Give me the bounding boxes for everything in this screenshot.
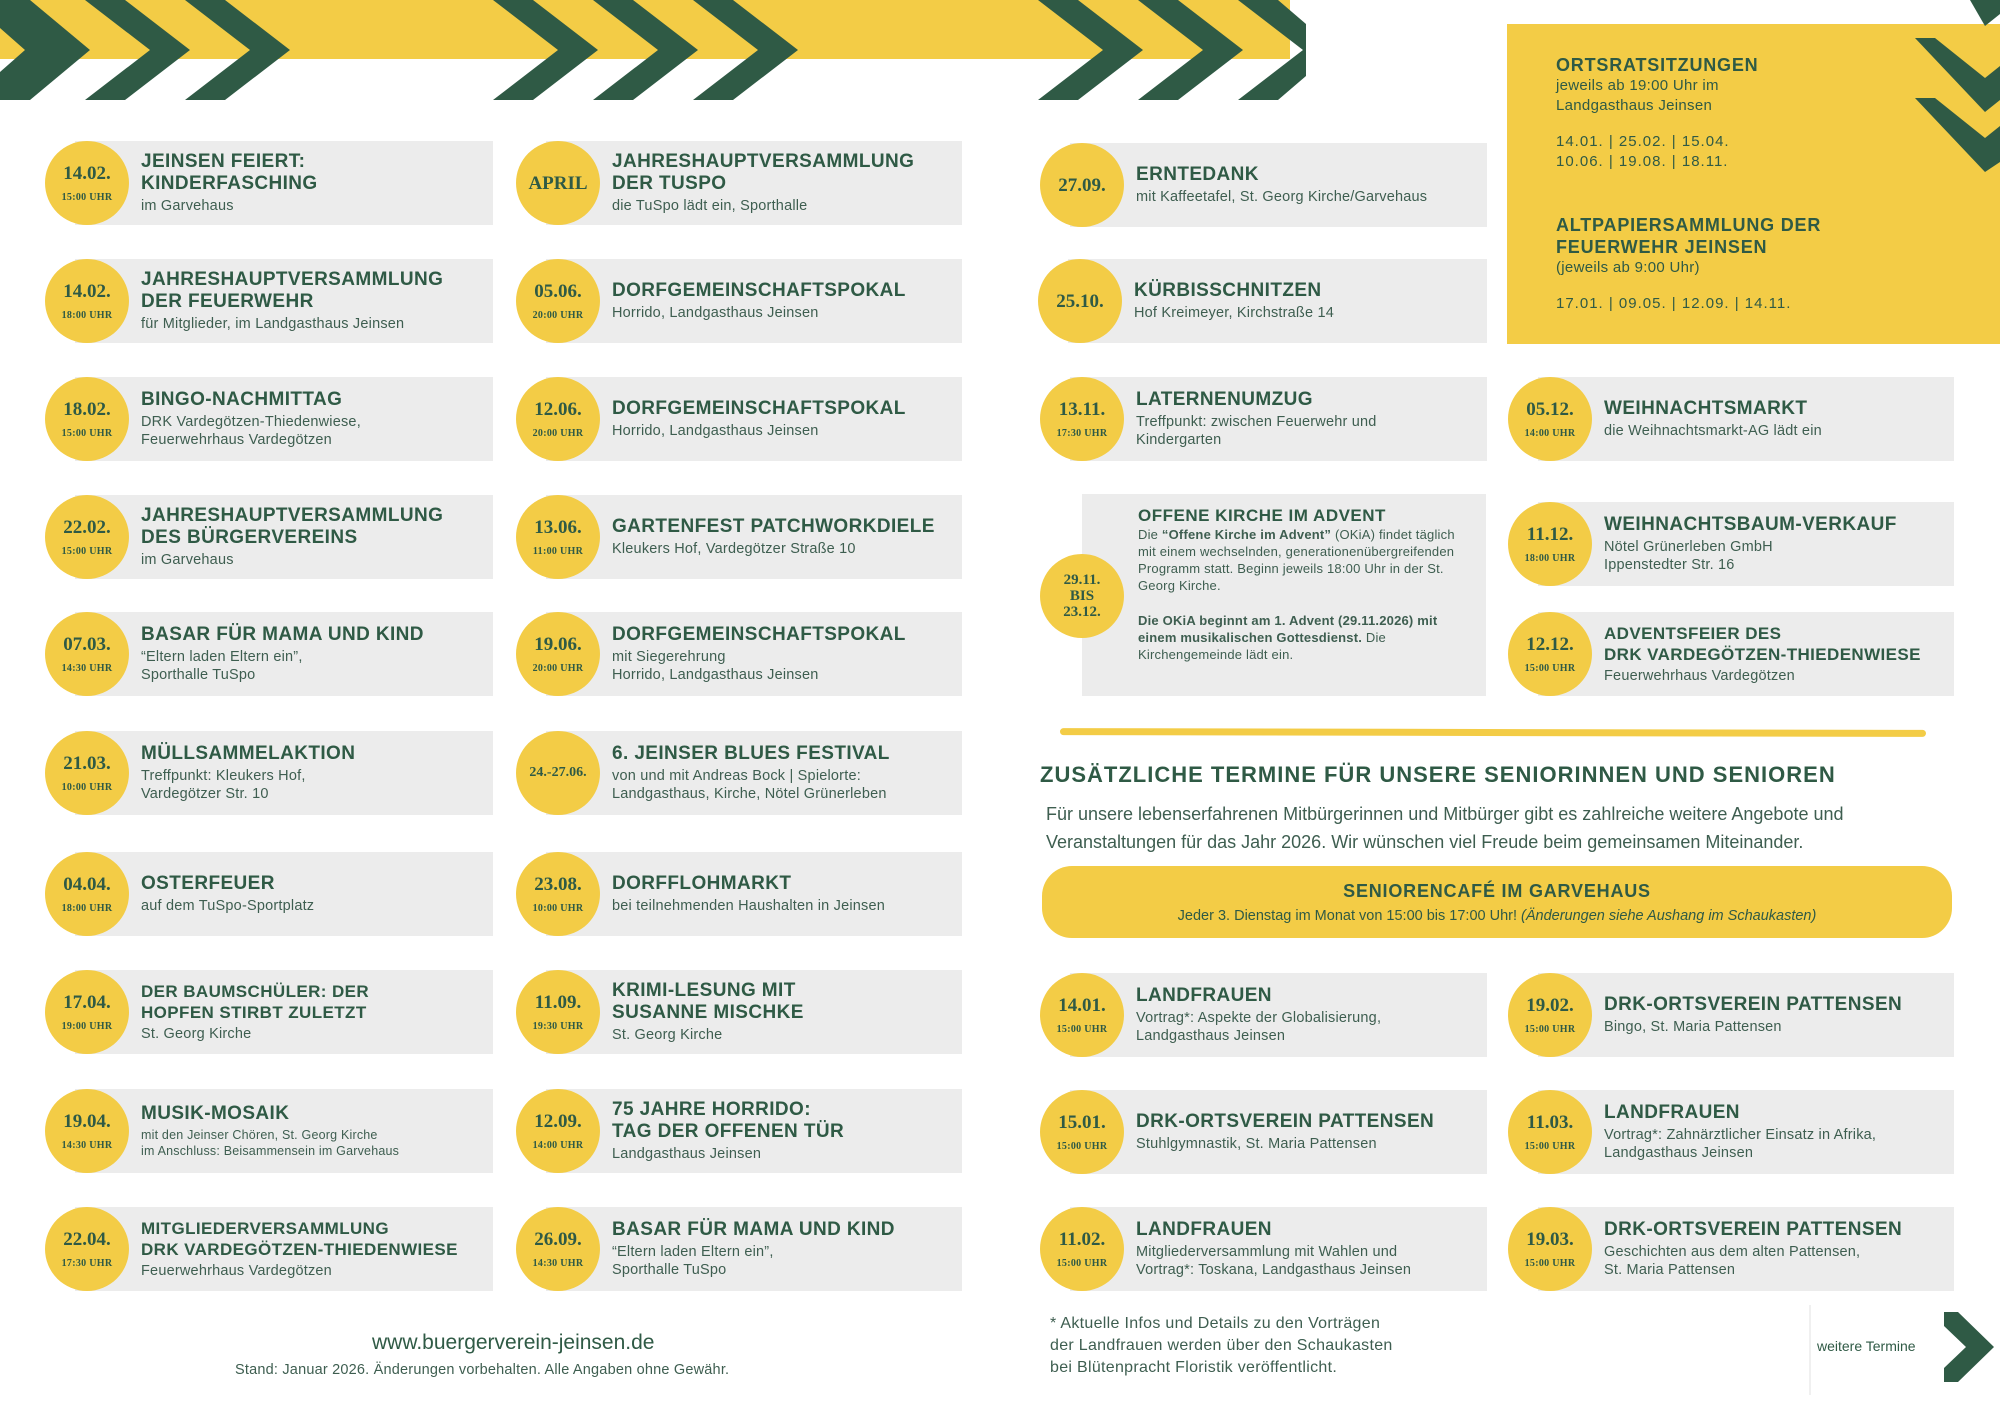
desc-part: Die	[1138, 527, 1162, 542]
event-card	[45, 731, 493, 815]
event-card	[1508, 612, 1954, 696]
event-card	[516, 141, 962, 225]
event-title: JAHRESHAUPTVERSAMMLUNG DER TUSPO	[612, 151, 915, 194]
event-time: 10:00 UHR	[61, 781, 113, 793]
event-text	[1604, 1090, 1946, 1174]
event-title: WEIHNACHTSBAUM-VERKAUF	[1604, 514, 1897, 535]
event-subtitle: bei teilnehmenden Haushalten in Jeinsen	[612, 898, 886, 914]
event-title: MITGLIEDERVERSAMMLUNG DRK VARDEGÖTZEN-THIEDENWIESE	[141, 1219, 458, 1259]
event-date: 25.10.	[1056, 290, 1104, 312]
event-date: APRIL	[528, 172, 588, 194]
event-time: 15:00 UHR	[61, 191, 113, 203]
event-text	[1136, 973, 1479, 1057]
event-text	[612, 1089, 954, 1173]
event-text	[612, 377, 954, 461]
event-subtitle: Nötel Grünerleben GmbH Ippenstedter Str. 16	[1604, 539, 1773, 573]
event-text	[141, 377, 485, 461]
event-card	[45, 1207, 493, 1291]
date-badge	[1040, 1090, 1124, 1174]
event-title: MUSIK-MOSAIK	[141, 1103, 290, 1124]
event-subtitle: Stuhlgymnastik, St. Maria Pattensen	[1136, 1136, 1377, 1152]
event-subtitle: “Eltern laden Eltern ein”, Sporthalle TuSpo	[141, 649, 303, 683]
seniors-heading: ZUSÄTZLICHE TERMINE FÜR UNSERE SENIORINNEN UND SENIOREN	[1040, 762, 1836, 787]
event-time: 19:30 UHR	[532, 1020, 584, 1032]
event-subtitle: Kleukers Hof, Vardegötzer Straße 10	[612, 541, 856, 557]
event-title: DORFGEMEINSCHAFTSPOKAL	[612, 280, 906, 301]
event-text	[141, 495, 485, 579]
event-text	[612, 612, 954, 696]
event-text	[141, 612, 485, 696]
event-time: 15:00 UHR	[61, 545, 113, 557]
disclaimer: Stand: Januar 2026. Änderungen vorbehalten. Alle Angaben ohne Gewähr.	[235, 1362, 730, 1378]
event-card	[1508, 1207, 1954, 1291]
event-subtitle: Mitgliederversammlung mit Wahlen und Vortrag*: Toskana, Landgasthaus Jeinsen	[1136, 1244, 1412, 1278]
event-title: LANDFRAUEN	[1136, 1219, 1272, 1240]
event-time: 15:00 UHR	[1524, 1140, 1576, 1152]
event-time: 15:00 UHR	[1056, 1023, 1108, 1035]
event-date: 11.12.	[1526, 523, 1574, 545]
date-badge	[45, 1207, 129, 1291]
event-subtitle: die TuSpo lädt ein, Sporthalle	[612, 198, 808, 214]
event-card	[1508, 502, 1954, 586]
event-card	[45, 970, 493, 1054]
event-title: DORFGEMEINSCHAFTSPOKAL	[612, 624, 906, 645]
date-badge	[516, 495, 600, 579]
event-title: BINGO-NACHMITTAG	[141, 389, 343, 410]
event-card	[45, 612, 493, 696]
event-title: DRK-ORTSVEREIN PATTENSEN	[1604, 1219, 1903, 1240]
event-subtitle: Hof Kreimeyer, Kirchstraße 14	[1134, 305, 1335, 321]
event-time: 18:00 UHR	[1524, 552, 1576, 564]
event-date: 15.01.	[1058, 1111, 1106, 1133]
event-time: 18:00 UHR	[61, 902, 113, 914]
event-date: 19.04.	[63, 1110, 111, 1132]
event-date: 17.04.	[63, 991, 111, 1013]
seniors-intro: Für unsere lebenserfahrenen Mitbürgerinnen und Mitbürger gibt es zahlreiche weitere Angebote und Veranstaltungen für das Jahr 2026. Wir wünschen viel Freude beim gemeinsamen Miteinander.	[1046, 804, 1844, 852]
date-badge	[1040, 554, 1124, 638]
event-title: BASAR FÜR MAMA UND KIND	[141, 624, 424, 645]
event-card	[45, 259, 493, 343]
event-title: DRK-ORTSVEREIN PATTENSEN	[1136, 1111, 1435, 1132]
event-date: 13.11.	[1058, 398, 1106, 420]
event-card	[45, 141, 493, 225]
event-date: 12.06.	[534, 398, 582, 420]
event-card	[1040, 1207, 1487, 1291]
date-badge	[516, 141, 600, 225]
divider	[1809, 1305, 1811, 1395]
event-time: 15:00 UHR	[1056, 1140, 1108, 1152]
date-badge	[45, 731, 129, 815]
event-subtitle: Horrido, Landgasthaus Jeinsen	[612, 423, 819, 439]
date-badge	[516, 612, 600, 696]
cafe-note: (Änderungen siehe Aushang im Schaukasten)	[1521, 907, 1817, 924]
event-date: 26.09.	[534, 1228, 582, 1250]
event-time: 14:00 UHR	[1524, 427, 1576, 439]
event-text	[1604, 502, 1946, 586]
event-subtitle: St. Georg Kirche	[141, 1026, 252, 1042]
event-text	[612, 970, 954, 1054]
event-text	[141, 141, 485, 225]
event-subtitle: von und mit Andreas Bock | Spielorte: Landgasthaus, Kirche, Nötel Grünerleben	[612, 768, 887, 802]
event-text	[141, 1207, 485, 1291]
date-badge	[516, 1089, 600, 1173]
event-title: OFFENE KIRCHE IM ADVENT	[1138, 506, 1386, 525]
event-text	[1136, 1090, 1479, 1174]
date-badge	[45, 612, 129, 696]
event-subtitle: im Garvehaus	[141, 198, 234, 214]
event-time: 15:00 UHR	[1524, 1257, 1576, 1269]
footnote: * Aktuelle Infos und Details zu den Vorträgen der Landfrauen werden über den Schaukasten bei Blütenpracht Floristik veröffentlicht.	[1050, 1315, 1393, 1376]
cafe-title: SENIORENCAFÉ IM GARVEHAUS	[1343, 880, 1651, 901]
event-text	[141, 852, 485, 936]
event-card	[1508, 377, 1954, 461]
event-title: OSTERFEUER	[141, 873, 275, 894]
event-subtitle: mit Siegerehrung Horrido, Landgasthaus Jeinsen	[612, 649, 819, 683]
chevron-arrows-decoration	[0, 0, 1320, 100]
date-badge	[516, 377, 600, 461]
event-card	[516, 1207, 962, 1291]
cafe-text	[1178, 908, 1817, 924]
event-text	[1604, 1207, 1946, 1291]
info-text-altpapier: (jeweils ab 9:00 Uhr)	[1556, 259, 1700, 276]
date-badge	[516, 852, 600, 936]
event-date: 23.08.	[534, 873, 582, 895]
event-subtitle: St. Georg Kirche	[612, 1027, 723, 1043]
event-date: 27.09.	[1058, 174, 1106, 196]
event-title: 75 JAHRE HORRIDO: TAG DER OFFENEN TÜR	[612, 1099, 845, 1142]
event-text	[1604, 377, 1946, 461]
event-date: 12.12.	[1526, 633, 1574, 655]
event-text	[141, 731, 485, 815]
event-time: 18:00 UHR	[61, 309, 113, 321]
date-badge	[1040, 377, 1124, 461]
event-text	[1136, 143, 1479, 227]
event-card	[516, 377, 962, 461]
seniorencafe-banner	[1042, 866, 1952, 938]
date-badge	[516, 731, 600, 815]
event-date: 22.02.	[63, 516, 111, 538]
info-title-ortsrat: ORTSRATSITZUNGEN	[1556, 55, 1759, 75]
event-text	[1604, 973, 1946, 1057]
event-title: WEIHNACHTSMARKT	[1604, 398, 1808, 419]
event-title: GARTENFEST PATCHWORKDIELE	[612, 516, 935, 537]
event-subtitle: Vortrag*: Aspekte der Globalisierung, Landgasthaus Jeinsen	[1136, 1010, 1382, 1044]
event-text	[1138, 506, 1476, 663]
date-end: 23.12.	[1063, 604, 1101, 620]
event-subtitle: im Garvehaus	[141, 552, 234, 568]
date-badge	[1508, 612, 1592, 696]
event-text	[612, 1207, 954, 1291]
event-date: 22.04.	[63, 1228, 111, 1250]
date-badge	[45, 141, 129, 225]
event-subtitle: DRK Vardegötzen-Thiedenwiese, Feuerwehrhaus Vardegötzen	[141, 414, 361, 448]
event-title: KRIMI-LESUNG MIT SUSANNE MISCHKE	[612, 980, 804, 1023]
event-text	[612, 852, 954, 936]
event-time: 11:00 UHR	[532, 545, 584, 557]
event-time: 15:00 UHR	[1524, 662, 1576, 674]
more-events-label[interactable]: weitere Termine	[1817, 1338, 1916, 1354]
date-badge	[1508, 1207, 1592, 1291]
date-badge	[45, 259, 129, 343]
event-card	[1040, 973, 1487, 1057]
event-text	[612, 731, 954, 815]
event-title: DORFFLOHMARKT	[612, 873, 792, 894]
event-time: 10:00 UHR	[532, 902, 584, 914]
event-date: 19.02.	[1526, 994, 1574, 1016]
event-title: LANDFRAUEN	[1604, 1102, 1740, 1123]
event-title: LANDFRAUEN	[1136, 985, 1272, 1006]
date-badge	[45, 495, 129, 579]
event-card	[516, 259, 962, 343]
event-date: 11.09.	[534, 991, 582, 1013]
event-subtitle: auf dem TuSpo-Sportplatz	[141, 898, 315, 914]
event-date: 24.-27.06.	[529, 765, 587, 780]
event-card	[1040, 377, 1487, 461]
event-text	[612, 141, 954, 225]
event-date: 11.03.	[1526, 1111, 1574, 1133]
event-text	[1604, 612, 1946, 696]
event-date: 14.02.	[63, 280, 111, 302]
event-time: 14:30 UHR	[61, 1139, 113, 1151]
date-badge	[1508, 502, 1592, 586]
date-badge	[1040, 973, 1124, 1057]
desc-part: (OKiA) findet täglich mit einem wechselnden, generationenübergreifenden Programm statt. Beginn jeweils 18:00 Uhr in der St. Georg Kirche.	[1138, 527, 1455, 593]
date-badge	[516, 1207, 600, 1291]
event-card	[45, 852, 493, 936]
event-title: BASAR FÜR MAMA UND KIND	[612, 1219, 895, 1240]
event-card	[516, 852, 962, 936]
event-time: 14:30 UHR	[532, 1257, 584, 1269]
event-time: 17:30 UHR	[61, 1257, 113, 1269]
event-date: 05.06.	[534, 280, 582, 302]
event-card	[516, 612, 962, 696]
event-title: MÜLLSAMMELAKTION	[141, 743, 356, 764]
cafe-schedule: Jeder 3. Dienstag im Monat von 15:00 bis 17:00 Uhr!	[1177, 907, 1522, 924]
event-subtitle: Treffpunkt: Kleukers Hof, Vardegötzer Str. 10	[141, 768, 306, 802]
event-subtitle: Feuerwehrhaus Vardegötzen	[141, 1263, 332, 1279]
event-card	[516, 970, 962, 1054]
event-time: 19:00 UHR	[61, 1020, 113, 1032]
date-badge	[1508, 377, 1592, 461]
event-card	[516, 731, 962, 815]
event-date: 13.06.	[534, 516, 582, 538]
event-title: JAHRESHAUPTVERSAMMLUNG DER FEUERWEHR	[141, 269, 444, 312]
event-card	[1508, 1090, 1954, 1174]
event-text	[141, 259, 485, 343]
event-text	[141, 970, 485, 1054]
desc-bold: “Offene Kirche im Advent”	[1161, 527, 1332, 542]
event-subtitle: Horrido, Landgasthaus Jeinsen	[612, 305, 819, 321]
event-subtitle: mit Kaffeetafel, St. Georg Kirche/Garvehaus	[1136, 189, 1428, 205]
event-card	[45, 495, 493, 579]
event-text	[612, 495, 954, 579]
event-date: 18.02.	[63, 398, 111, 420]
event-card	[45, 1089, 493, 1173]
event-subtitle: Treffpunkt: zwischen Feuerwehr und Kindergarten	[1136, 414, 1377, 448]
event-date: 07.03.	[63, 633, 111, 655]
event-text	[1134, 259, 1479, 343]
event-description	[1138, 526, 1476, 594]
event-subtitle: “Eltern laden Eltern ein”, Sporthalle TuSpo	[612, 1244, 774, 1278]
event-title: 6. JEINSER BLUES FESTIVAL	[612, 743, 890, 764]
event-time: 20:00 UHR	[532, 662, 584, 674]
event-card	[516, 1089, 962, 1173]
info-dates-altpapier: 17.01. | 09.05. | 12.09. | 14.11.	[1556, 295, 1792, 312]
date-separator: BIS	[1069, 588, 1095, 604]
event-date: 21.03.	[63, 752, 111, 774]
event-card	[1040, 143, 1487, 227]
event-title: DORFGEMEINSCHAFTSPOKAL	[612, 398, 906, 419]
event-text	[612, 259, 954, 343]
date-badge	[516, 259, 600, 343]
event-title: LATERNENUMZUG	[1136, 389, 1313, 410]
event-date: 19.06.	[534, 633, 582, 655]
event-subtitle: Bingo, St. Maria Pattensen	[1604, 1019, 1782, 1035]
info-text-ortsrat: jeweils ab 19:00 Uhr im Landgasthaus Jeinsen	[1556, 77, 1719, 114]
event-card	[1040, 1090, 1487, 1174]
event-subtitle: Vortrag*: Zahnärztlicher Einsatz in Afrika, Landgasthaus Jeinsen	[1604, 1127, 1877, 1161]
info-title-altpapier: ALTPAPIERSAMMLUNG DER FEUERWEHR JEINSEN	[1556, 215, 1822, 257]
desc-part: Die Kirchengemeinde lädt ein.	[1138, 630, 1386, 662]
event-subtitle: mit den Jeinser Chören, St. Georg Kirche im Anschluss: Beisammensein im Garvehaus	[141, 1128, 400, 1158]
event-card	[1508, 973, 1954, 1057]
event-date: 11.02.	[1058, 1228, 1106, 1250]
event-time: 17:30 UHR	[1056, 427, 1108, 439]
event-card	[1038, 259, 1487, 343]
event-time: 20:00 UHR	[532, 427, 584, 439]
event-date: 05.12.	[1526, 398, 1574, 420]
desc-bold: Die OKiA beginnt am 1. Advent (29.11.2026) mit einem musikalischen Gottesdienst.	[1138, 613, 1438, 645]
event-title: JAHRESHAUPTVERSAMMLUNG DES BÜRGERVEREINS	[141, 505, 444, 548]
event-title: JEINSEN FEIERT: KINDERFASCHING	[141, 151, 318, 194]
event-time: 20:00 UHR	[532, 309, 584, 321]
event-title: ERNTEDANK	[1136, 164, 1259, 185]
date-badge	[1040, 143, 1124, 227]
event-title: KÜRBISSCHNITZEN	[1134, 280, 1322, 301]
event-subtitle: Feuerwehrhaus Vardegötzen	[1604, 668, 1795, 684]
event-time: 15:00 UHR	[1056, 1257, 1108, 1269]
event-date: 14.02.	[63, 162, 111, 184]
event-text	[1136, 1207, 1479, 1291]
event-date: 19.03.	[1526, 1228, 1574, 1250]
date-badge	[1508, 973, 1592, 1057]
event-card	[516, 495, 962, 579]
event-text	[1136, 377, 1479, 461]
event-title: ADVENTSFEIER DES DRK VARDEGÖTZEN-THIEDENWIESE	[1604, 624, 1921, 664]
event-date: 12.09.	[534, 1110, 582, 1132]
event-time: 14:00 UHR	[532, 1139, 584, 1151]
event-time: 15:00 UHR	[1524, 1023, 1576, 1035]
chevron-right-icon[interactable]	[1944, 1312, 1994, 1382]
date-badge	[45, 1089, 129, 1173]
event-title: DRK-ORTSVEREIN PATTENSEN	[1604, 994, 1903, 1015]
chevron-down-decoration	[1900, 0, 2000, 180]
event-subtitle: Geschichten aus dem alten Pattensen, St. Maria Pattensen	[1604, 1244, 1861, 1278]
event-card	[45, 377, 493, 461]
event-time: 15:00 UHR	[61, 427, 113, 439]
event-title: DER BAUMSCHÜLER: DER HOPFEN STIRBT ZULETZT	[141, 982, 370, 1022]
date-badge	[1508, 1090, 1592, 1174]
event-subtitle: für Mitglieder, im Landgasthaus Jeinsen	[141, 316, 405, 332]
event-subtitle: Landgasthaus Jeinsen	[612, 1146, 762, 1162]
date-badge	[1040, 1207, 1124, 1291]
event-subtitle: die Weihnachtsmarkt-AG lädt ein	[1604, 423, 1822, 439]
event-text	[141, 1089, 485, 1173]
event-date: 04.04.	[63, 873, 111, 895]
divider-line	[1060, 728, 1926, 737]
date-badge	[45, 377, 129, 461]
date-badge	[45, 970, 129, 1054]
date-badge	[516, 970, 600, 1054]
event-offene-kirche	[1040, 494, 1486, 696]
event-description-2	[1138, 612, 1476, 663]
date-badge	[45, 852, 129, 936]
event-date: 14.01.	[1058, 994, 1106, 1016]
date-start: 29.11.	[1063, 572, 1101, 588]
website-link[interactable]: www.buergerverein-jeinsen.de	[372, 1331, 655, 1354]
info-dates-ortsrat: 14.01. | 25.02. | 15.04. 10.06. | 19.08. | 18.11.	[1556, 133, 1730, 170]
date-badge	[1038, 259, 1122, 343]
event-time: 14:30 UHR	[61, 662, 113, 674]
